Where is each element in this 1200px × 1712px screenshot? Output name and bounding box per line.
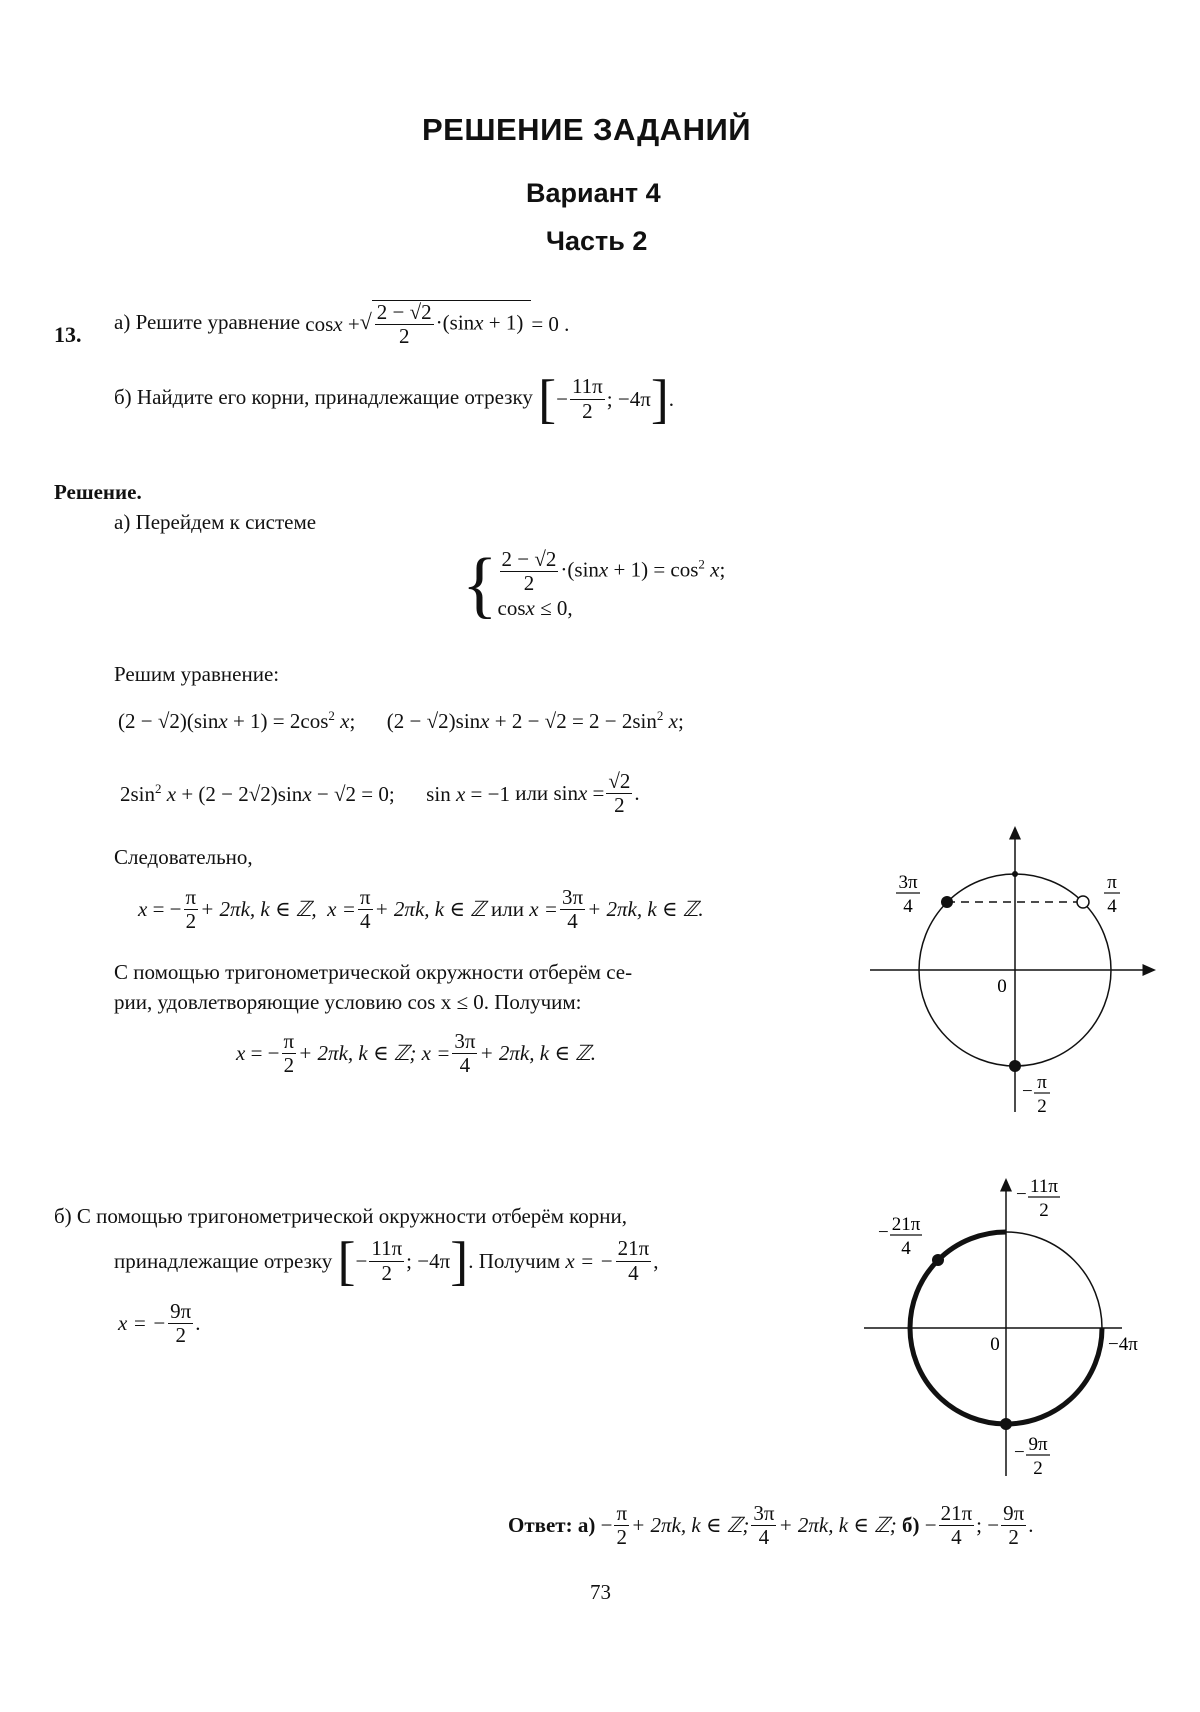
selected-series: x = − $\frac{\pi}{2}$ + 2πk, k ∈ ℤ; x = $\frac{3\pi}{4}$ + 2πk, k ∈ ℤ. [236, 1029, 596, 1078]
label-zero-1: 0 [997, 976, 1007, 997]
label-4pi: −4π [1108, 1334, 1138, 1355]
page-number: 73 [590, 1580, 611, 1604]
label-11pi2-num: 11π [1030, 1176, 1058, 1197]
label-pi4-num: π [1107, 872, 1117, 893]
b-line-1: б) С помощью тригонометрической окружности отберём корни, [54, 1204, 627, 1228]
label-pi4-den: 4 [1107, 896, 1117, 917]
label-21pi4-minus: − [878, 1222, 889, 1243]
answer-a-label: а) [577, 1513, 596, 1538]
b-line-3: x = − $\frac{9\pi}{2}$ . [118, 1299, 201, 1348]
b-line-2-prefix: принадлежащие отрезку [114, 1248, 333, 1273]
system: { $\frac{2 - √2}{2}$ $\cdot(\sin x + 1) = \cos^2 x$; cosx ≤ 0, [462, 544, 726, 626]
unit-circle-2 [860, 1170, 1180, 1480]
label-mpi2-num: π [1037, 1072, 1047, 1093]
unit-circle-1 [860, 820, 1170, 1130]
series-line: x = − $\frac{\pi}{2}$ + 2πk, k ∈ ℤ, x = $\frac{\pi}{4}$ + 2πk, k ∈ ℤ или x = $\frac{3\pi}{4}$ + 2πk, k ∈ ℤ. [138, 885, 704, 934]
answer-b-label: б) [901, 1513, 920, 1538]
label-9pi2-minus: − [1014, 1442, 1025, 1463]
page-title: РЕШЕНИЕ ЗАДАНИЙ [422, 112, 752, 147]
equation-line-2: $2\sin^2$ x + (2 − 2√2)sinx − √2 = 0; sin x = −1 или sinx = $\frac{√2}{2}$ . [120, 769, 640, 818]
answer-label: Ответ: [508, 1513, 573, 1538]
label-mpi2-den: 2 [1037, 1096, 1047, 1117]
label-9pi2-den: 2 [1033, 1458, 1043, 1479]
point-3pi4 [941, 896, 953, 908]
label-3pi4-den: 4 [903, 896, 913, 917]
b-line-2-suffix: . Получим [468, 1248, 561, 1273]
part-heading: Часть 2 [546, 226, 648, 256]
label-11pi2-den: 2 [1039, 1200, 1049, 1221]
label-mpi2-minus: − [1022, 1081, 1033, 1102]
or-word: или [515, 781, 549, 806]
task-a-line: а) Решите уравнение cosx +√ $\frac{2 - √2}{2}$ ·(sinx + 1)= 0 . [114, 300, 570, 349]
task-a-prefix: а) Решите уравнение [114, 309, 301, 334]
solve-label: Решим уравнение: [114, 662, 280, 686]
label-11pi2-minus: − [1016, 1184, 1027, 1205]
label-9pi2-num: 9π [1028, 1434, 1048, 1455]
point-pi4 [1077, 896, 1089, 908]
label-21pi4-num: 21π [891, 1214, 921, 1235]
b-line-2: принадлежащие отрезку [− $\frac{11\pi}{2}$ ; −4π]. Получим x = − $\frac{21\pi}{4}$ , [114, 1231, 659, 1291]
or-word-2: или [491, 897, 524, 922]
point-mpi2 [1009, 1060, 1021, 1072]
point-top [1012, 871, 1018, 877]
label-21pi4-den: 4 [901, 1238, 911, 1259]
answer-line: Ответ: а) − $\frac{\pi}{2}$ + 2πk, k ∈ ℤ; $\frac{3\pi}{4}$ + 2πk, k ∈ ℤ; б) − $\frac{21\pi}{4}$ ; − $\frac{9\pi}{2}$ . [508, 1501, 1034, 1550]
label-3pi4-num: 3π [898, 872, 918, 893]
equation-line-1: $(2 - √2)(\sin x + 1) = 2\cos^2$ x; $(2 - √2)\sin x + 2 - √2 = 2 - 2\sin^2$ x; [118, 708, 684, 733]
point-21pi4 [932, 1254, 944, 1266]
select-line-1: С помощью тригонометрической окружности отберём се- [114, 960, 633, 984]
label-zero-2: 0 [990, 1334, 1000, 1355]
task-b-line: б) Найдите его корни, принадлежащие отрезку [− $\frac{11\pi}{2}$ ; −4π]. [114, 369, 675, 429]
task-b-prefix: б) Найдите его корни, принадлежащие отрезку [114, 384, 533, 409]
variant-heading: Вариант 4 [526, 178, 661, 208]
task-number: 13. [54, 322, 82, 347]
select-line-2: рии, удовлетворяющие условию cos x ≤ 0. Получим: [114, 990, 582, 1014]
solution-a-intro: а) Перейдем к системе [114, 510, 317, 534]
therefore-label: Следовательно, [114, 845, 253, 869]
solution-heading: Решение. [54, 480, 142, 504]
point-9pi2 [1000, 1418, 1012, 1430]
